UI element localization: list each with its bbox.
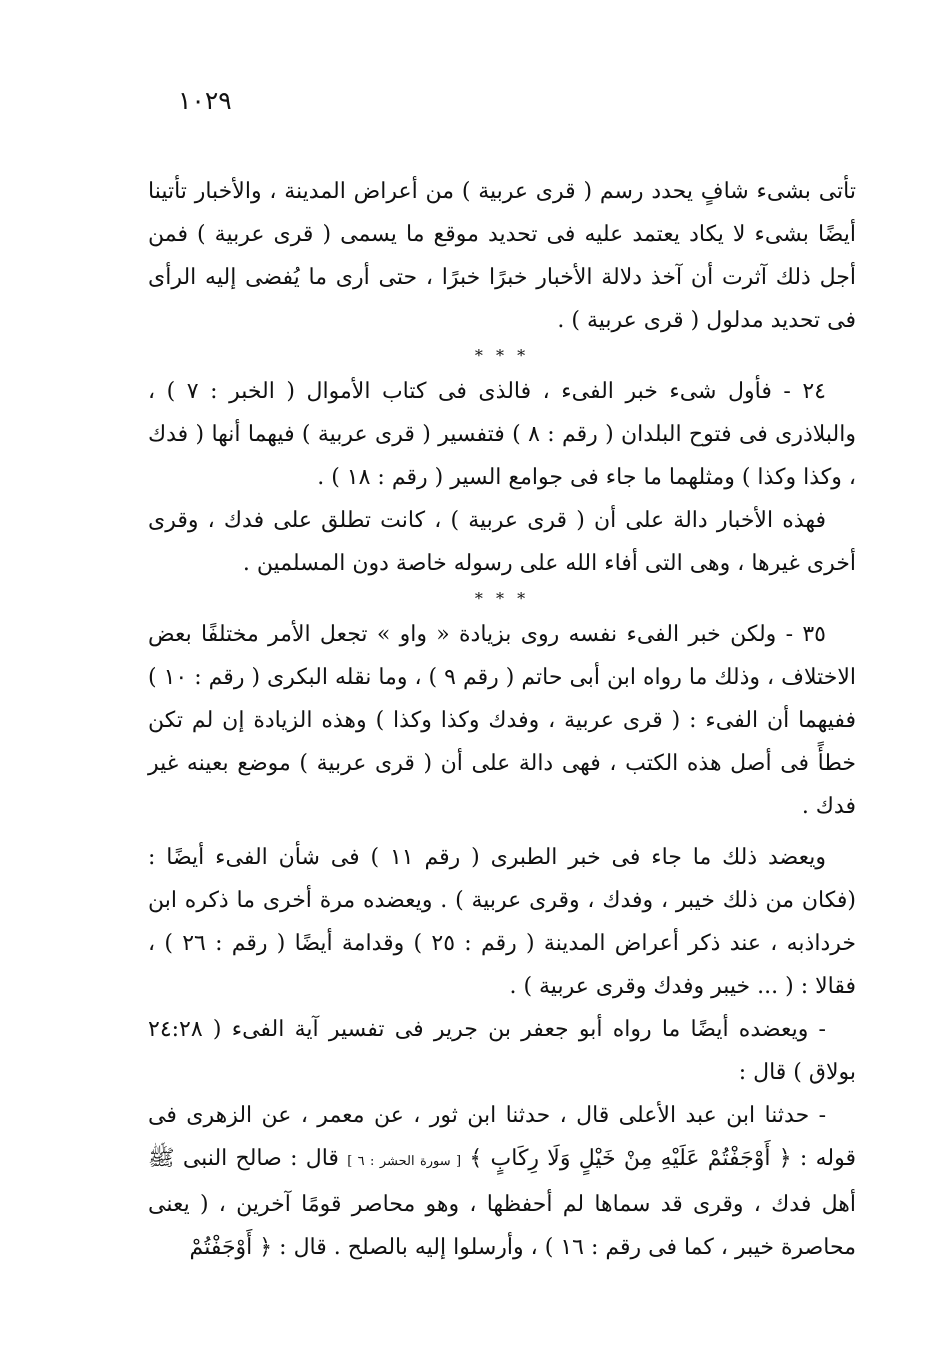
paragraph: ٢٤ - فأول شىء خبر الفىء ، فالذى فى كتاب الأموال ( الخبر : ٧ ) ، والبلاذرى فى فتوح البلدان ( رقم : ٨ ) فتفسير ( قرى عربية ) فيهما أنها ( فدك ، وكذا وكذا ) ومثلهما ما جاء فى جوامع السير ( رقم : ١٨ ) . [148, 379, 856, 490]
section-separator: * * * [474, 346, 530, 365]
section-separator: * * * [474, 589, 530, 608]
paragraph [148, 1094, 856, 1269]
body-text [148, 170, 856, 1269]
quote-continuation: قال : صالح النبى ﷺ أهل فدك ، وقرى قد سماها لم أحفظها ، وهو محاصر قومًا آخرين ، ( يعنى محاصرة خيبر ، كما فى رقم : ١٦ ) ، وأرسلوا إليه بالصلح . قال : ﴿ أَوْجَفْتُمْ [148, 1146, 856, 1260]
paragraph: - ويعضده أيضًا ما رواه أبو جعفر بن جرير فى تفسير آية الفىء ( ٢٤:٢٨ بولاق ) قال : [148, 1017, 856, 1085]
page-number: ١٠٢٩ [178, 86, 232, 115]
paragraph: ٣٥ - ولكن خبر الفىء نفسه روى بزيادة « واو » تجعل الأمر مختلفًا بعض الاختلاف ، وذلك ما رواه ابن أبى حاتم ( رقم ٩ ) ، وما نقله البكرى ( رقم : ١٠ ) ففيهما أن الفىء : ( قرى عربية ، وفدك وكذا وكذا ) وهذه الزيادة إن لم تكن خطأً فى أصل هذه الكتب ، فهى دالة على أن ( قرى عربية ) موضع بعينه غير فدك . [148, 622, 856, 819]
paragraph: فهذه الأخبار دالة على أن ( قرى عربية ) ، كانت تطلق على فدك ، وقرى أخرى غيرها ، وهى التى أفاء الله على رسوله خاصة دون المسلمين . [148, 508, 856, 576]
paragraph: ويعضد ذلك ما جاء فى خبر الطبرى ( رقم ١١ ) فى شأن الفىء أيضًا : (فكان من ذلك خيبر ، وفدك ، وقرى عربية ) . ويعضده مرة أخرى ما ذكره ابن خرداذبه ، عند ذكر أعراض المدينة ( رقم : ٢٥ ) وقدامة أيضًا ( رقم : ٢٦ ) ، فقالا : ( ... خيبر وفدك وقرى عربية ) . [148, 845, 857, 999]
surah-reference: [ سورة الحشر : ٦ ] [347, 1154, 462, 1169]
quote-text: - حدثنا ابن عبد الأعلى قال ، حدثنا ابن ثور ، عن معمر ، عن الزهرى فى قوله : ﴿ أَوْجَفْتُمْ عَلَيْهِ مِنْ خَيْلٍ وَلَا رِكَابٍ ﴾ [148, 1103, 856, 1171]
paragraph: تأتى بشىء شافٍ يحدد رسم ( قرى عربية ) من أعراض المدينة ، والأخبار تأتينا أيضًا بشىء لا يكاد يعتمد عليه فى تحديد موقع ما يسمى ( قرى عربية ) فمن أجل ذلك آثرت أن آخذ دلالة الأخبار خبرًا خبرًا ، حتى أرى ما يُفضى إليه الرأى فى تحديد مدلول ( قرى عربية ) . [148, 179, 856, 333]
